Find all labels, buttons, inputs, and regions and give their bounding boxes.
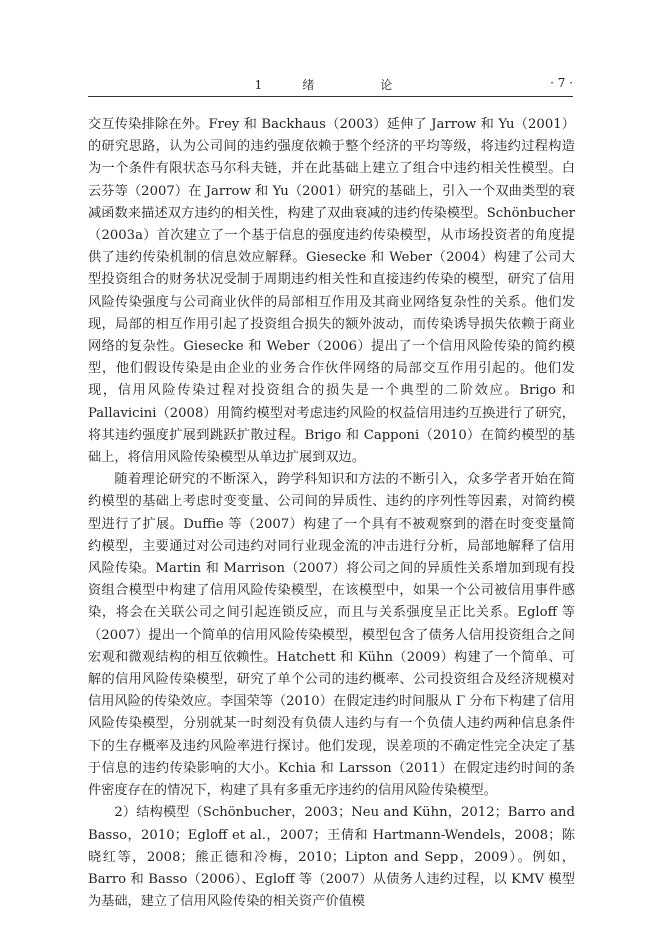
- paragraph-3: 2）结构模型（Schönbucher，2003；Neu and Kühn，2012；Barro and Basso，2010；Egloff et al.，2007；王倩和 Hartmann-Wendels，2008；陈晓红等，2008；熊正德和冷梅，2010；Lipton and Sepp，2009）。例如，Barro 和 Basso（2006）、Egloff 等（2007）从债务人违约过程，以 KMV 模型为基础，建立了信用风险传染的相关资产价值模: [88, 805, 575, 910]
- chapter-title: 1 绪 论: [254, 78, 407, 92]
- paragraph-1: 交互传染排除在外。Frey 和 Backhaus（2003）延伸了 Jarrow 和 Yu（2001）的研究思路，认为公司间的违约强度依赖于整个经济的平均等级，将违约过程构造为一个条件有限状态马尔科夫链，并在此基础上建立了组合中违约相关性模型。白云芬等（2007）在 Jarrow 和 Yu（2001）研究的基础上，引入一个双曲类型的衰减函数来描述双方违约的相关性，构建了双曲衰减的违约传染模型。Schönbucher（2003a）首次建立了一个基于信息的强度违约传染模型，从市场投资者的角度提供了违约传染机制的信息效应解释。Giesecke 和 Weber（2004）构建了公司大型投资组合的财务状况受制于周期违约相关性和直接违约传染的模型，研究了信用风险传染强度与公司商业伙伴的局部相互作用及其商业网络复杂性的关系。他们发现，局部的相互作用引起了投资组合损失的额外波动，而传染诱导损失依赖于商业网络的复杂性。Giesecke 和 Weber（2006）提出了一个信用风险传染的简约模型，他们假设传染是由企业的业务合作伙伴网络的局部交互作用引起的。他们发现，信用风险传染过程对投资组合的损失是一个典型的二阶效应。Brigo 和 Pallavicini（2008）用简约模型对考虑违约风险的权益信用违约互换进行了研究，将其违约强度扩展到跳跃扩散过程。Brigo 和 Capponi（2010）在简约模型的基础上，将信用风险传染模型从单边扩展到双边。: [88, 117, 575, 466]
- page-number: · 7 ·: [550, 76, 573, 90]
- body-text: [88, 114, 575, 913]
- running-header: [88, 74, 573, 97]
- paragraph-2: 随着理论研究的不断深入，跨学科知识和方法的不断引入，众多学者开始在简约模型的基础上考虑时变变量、公司间的异质性、违约的序列性等因素，对简约模型进行了扩展。Duffie 等（2007）构建了一个具有不被观察到的潜在时变变量简约模型，主要通过对公司违约对同行业现金流的冲击进行分析，局部地解释了信用风险传染。Martin 和 Marrison（2007）将公司之间的异质性关系增加到现有投资组合模型中构建了信用风险传染模型，在该模型中，如果一个公司被信用事件感染，将会在关联公司之间引起连锁反应，而且与关系强度呈正比关系。Egloff 等（2007）提出一个简单的信用风险传染模型，模型包含了债务人信用投资组合之间宏观和微观结构的相互依赖性。Hatchett 和 Kühn（2009）构建了一个简单、可解的信用风险传染模型，研究了单个公司的违约概率、公司投资组合及经济规模对信用风险的传染效应。李国荣等（2010）在假定违约时间服从 Γ 分布下构建了信用风险传染模型，分别就某一时刻没有负债人违约与有一个负债人违约两种信息条件下的生存概率及违约风险率进行探讨。他们发现，误差项的不确定性完全决定了基于信息的违约传染影响的大小。Kchia 和 Larsson（2011）在假定违约时间的条件密度存在的情况下，构建了具有多重无序违约的信用风险传染模型。: [88, 472, 575, 799]
